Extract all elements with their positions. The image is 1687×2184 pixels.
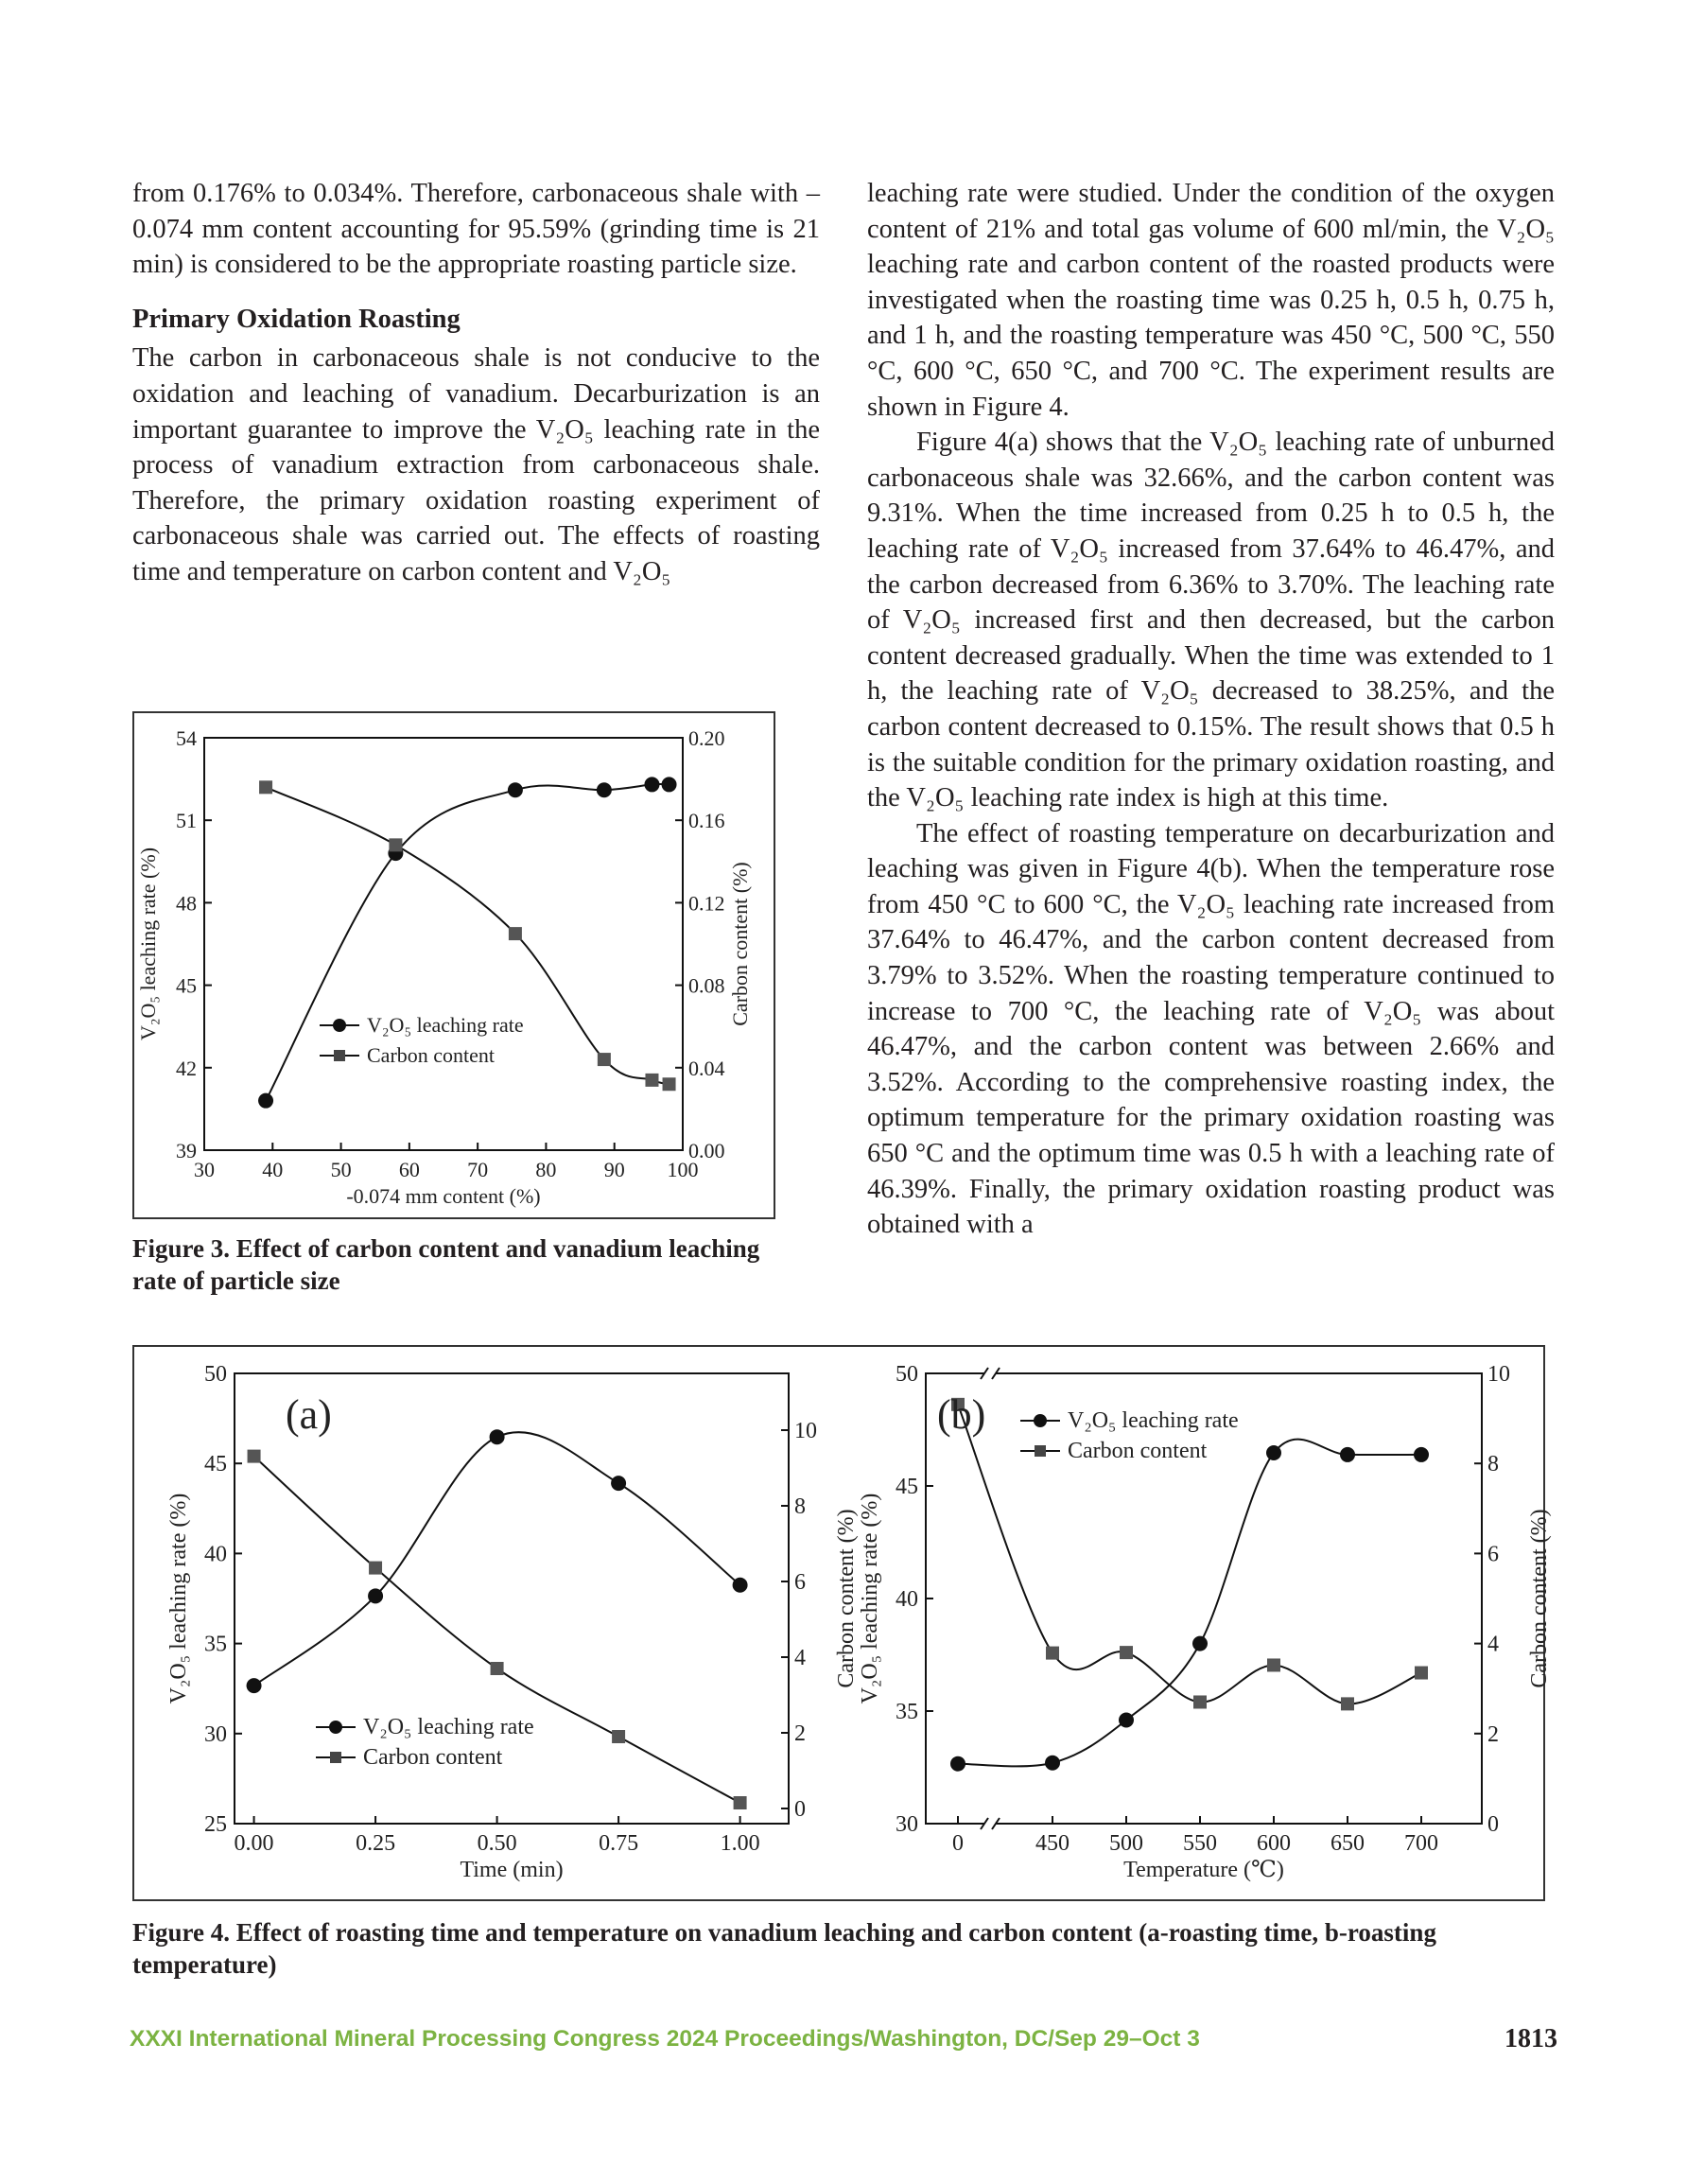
y-tick-label: 45 [204,1452,227,1477]
paragraph: leaching rate were studied. Under the condition of the oxygen content of 21% and total gas volume of 600 ml/min, the V₂O₅ leaching rate and carbon content of the roasted products were investigated when the roasting time was 0.25 h, 0.5 h, 0.75 h, and 1 h, and the roasting temperature was 450 °C, 500 °C, 550 °C, 600 °C, 650 °C, and 700 °C. The experiment results are shown in Figure 4. [867,179,1555,422]
legend-marker-circle [333,1019,346,1032]
legend-label: V₂O₅ leaching rate [363,1715,534,1739]
series-line [266,787,669,1084]
legend-label: Carbon content [367,1043,496,1067]
data-point [663,1077,676,1091]
paragraph: The carbon in carbonaceous shale is not conducive to the oxidation and leaching of vanadium. Decarburization is an important guarantee to improve the V₂O₅ leaching rate in the process of vanadium extraction from carbonaceous shale. Therefore, the primary oxidation roasting experiment of carbonaceous shale was carried out. The effects of roasting time and temperature on carbon content and V₂O₅ [132,343,820,586]
y-tick-label: 51 [176,809,197,833]
x-tick-label: 0.50 [477,1831,517,1856]
footer-proceedings: XXXI International Mineral Processing Congress 2024 Proceedings/Washington, DC/Sep 29–Oct 3 [130,2026,1200,2052]
paragraph: from 0.176% to 0.034%. Therefore, carbonaceous shale with –0.074 mm content accounting for 95.59% (grinding time is 21 min) is considered to be the appropriate roasting particle size. [132,179,820,280]
x-tick-label: 80 [535,1158,557,1181]
y-tick-label: 25 [204,1812,227,1837]
data-point [1415,1667,1428,1680]
data-point [1119,1713,1134,1728]
legend-marker-circle [329,1721,342,1734]
y2-tick-label: 6 [1487,1542,1499,1567]
data-point [644,777,659,792]
data-point [509,927,522,940]
x-tick-label: 450 [1035,1831,1070,1856]
y-axis-label: V₂O₅ leaching rate (%) [858,1493,882,1704]
legend-marker-circle [1034,1414,1047,1427]
y-tick-label: 45 [176,973,197,998]
y2-tick-label: 0 [1487,1812,1499,1837]
data-point [1340,1447,1355,1462]
page-number: 1813 [1504,2024,1557,2053]
x-tick-label: 550 [1183,1831,1217,1856]
data-point [1046,1647,1059,1660]
x-tick-label: 600 [1257,1831,1291,1856]
figure-3-chart [134,713,774,1217]
figure-4 [132,1345,1552,1901]
left-column [132,176,820,590]
data-point [612,1730,625,1743]
y2-tick-label: 8 [794,1494,806,1519]
paragraph: Figure 4(a) shows that the V₂O₅ leaching rate of unburned carbonaceous shale was 32.66%, and the carbon content was 9.31%. When the time increased from 0.25 h to 0.5 h, the leaching rate of V₂O₅ increased from 37.64% to 46.47%, and the carbon decreased from 6.36% to 3.70%. The leaching rate of V₂O₅ increased first and then decreased, but the carbon content decreased gradually. When the time was extended to 1 h, the leaching rate of V₂O₅ decreased to 38.25%, and the carbon content decreased to 0.15%. The result shows that 0.5 h is the suitable condition for the primary oxidation roasting, and the V₂O₅ leaching rate index is high at this time. [867,428,1555,813]
x-tick-label: 30 [194,1158,215,1181]
data-point [508,782,523,797]
y-tick-label: 48 [176,891,197,916]
y-axis-label: V₂O₅ leaching rate (%) [166,1493,191,1704]
data-point [1045,1756,1060,1771]
x-tick-label: 0.00 [234,1831,274,1856]
y2-axis-label: Carbon content (%) [728,862,752,1026]
y-tick-label: 45 [896,1475,918,1499]
figure-4b-chart [839,1347,1552,1899]
y2-tick-label: 8 [1487,1452,1499,1477]
data-point [1193,1695,1207,1708]
y2-axis-label: Carbon content (%) [834,1509,859,1688]
x-tick-label: 650 [1330,1831,1365,1856]
legend-marker-square [330,1752,341,1763]
data-point [950,1756,965,1772]
data-point [1267,1658,1280,1671]
y2-tick-label: 4 [794,1646,806,1670]
paragraph: The effect of roasting temperature on decarburization and leaching was given in Figure 4(b). When the temperature rose from 450 °C to 600 °C, the V₂O₅ leaching rate increased from 37.64% to 46.47%, and the carbon content decreased from 3.79% to 3.52%. When the roasting temperature continued to increase to 700 °C, the leaching rate of V₂O₅ was about 46.47%, and the carbon content was between 2.66% and 3.52%. According to the comprehensive roasting index, the optimum temperature for the primary oxidation roasting was 650 °C and the optimum time was 0.5 h with a leaching rate of 46.39%. Finally, the primary oxidation roasting product was obtained with a [867,818,1555,1240]
figure-4a-chart [134,1347,859,1899]
legend-label: Carbon content [363,1745,503,1770]
series-line [254,1432,740,1686]
legend-marker-square [1035,1445,1046,1457]
data-point [259,780,272,794]
data-point [368,1588,383,1603]
y-tick-label: 42 [176,1056,197,1080]
data-point [734,1796,747,1809]
y-tick-label: 30 [204,1721,227,1747]
data-point [662,777,677,792]
plot-frame [204,738,683,1150]
data-point [1120,1646,1133,1659]
figure-4-caption: Figure 4. Effect of roasting time and temperature on vanadium leaching and carbon content (a-roasting time, b-roasting temperature) [132,1918,1436,1979]
legend-label: V₂O₅ leaching rate [1068,1408,1239,1433]
x-tick-label: 70 [467,1158,489,1181]
x-tick-label: 0 [952,1831,964,1856]
data-point [491,1662,504,1675]
data-point [369,1562,382,1575]
data-point [1192,1636,1208,1651]
y2-tick-label: 0.12 [688,891,725,916]
x-axis-label: Temperature (℃) [1123,1858,1284,1882]
y-tick-label: 35 [204,1632,227,1657]
y2-tick-label: 0.20 [688,726,725,750]
y-tick-label: 50 [204,1362,227,1387]
y2-tick-label: 6 [794,1570,806,1595]
data-point [611,1476,626,1491]
y2-tick-label: 2 [794,1721,806,1746]
data-point [597,782,612,797]
x-tick-label: 0.25 [356,1831,396,1856]
y2-tick-label: 0 [794,1797,806,1822]
figure-3 [132,711,775,1219]
y-tick-label: 39 [176,1139,197,1162]
data-point [389,838,402,851]
right-column [867,176,1555,1243]
panel-label: (a) [286,1391,332,1438]
y2-tick-label: 0.16 [688,809,725,833]
y-tick-label: 54 [176,726,197,750]
y-tick-label: 50 [896,1362,918,1387]
x-tick-label: 40 [262,1158,284,1181]
legend-label: V₂O₅ leaching rate [367,1013,524,1037]
x-tick-label: 90 [603,1158,625,1181]
y2-tick-label: 0.08 [688,973,725,998]
x-tick-label: 500 [1109,1831,1143,1856]
data-point [490,1429,505,1444]
y2-tick-label: 10 [1487,1362,1510,1387]
y-tick-label: 30 [896,1812,918,1837]
y-tick-label: 40 [204,1542,227,1567]
legend-marker-square [334,1050,345,1061]
x-tick-label: 700 [1404,1831,1438,1856]
x-tick-label: 60 [398,1158,420,1181]
panel-label: (b) [937,1391,986,1438]
y-axis-label: V₂O₅ leaching rate (%) [136,847,160,1041]
data-point [733,1578,748,1593]
data-point [1266,1445,1281,1460]
x-tick-label: 0.75 [599,1831,639,1856]
x-axis-label: Time (min) [460,1858,564,1882]
y2-tick-label: 0.00 [688,1139,725,1162]
data-point [1414,1447,1429,1462]
legend-label: Carbon content [1068,1439,1208,1463]
figure-3-caption: Figure 3. Effect of carbon content and vanadium leaching rate of particle size [132,1234,760,1295]
data-point [248,1450,261,1463]
plot-frame [235,1373,789,1824]
y-tick-label: 35 [896,1700,918,1724]
x-tick-label: 50 [330,1158,352,1181]
x-tick-label: 1.00 [720,1831,760,1856]
data-point [1341,1697,1354,1710]
x-tick-label: 100 [667,1158,699,1181]
y2-tick-label: 0.04 [688,1056,725,1080]
data-point [645,1074,658,1087]
y2-tick-label: 10 [794,1419,817,1443]
x-axis-label: -0.074 mm content (%) [346,1184,541,1208]
page-footer [130,2026,1557,2064]
y-tick-label: 40 [896,1587,918,1612]
data-point [247,1678,262,1693]
y2-tick-label: 2 [1487,1721,1499,1747]
y2-tick-label: 4 [1487,1632,1499,1657]
y2-axis-label: Carbon content (%) [1527,1509,1552,1688]
section-heading: Primary Oxidation Roasting [132,304,461,334]
data-point [258,1093,273,1109]
data-point [598,1053,611,1066]
